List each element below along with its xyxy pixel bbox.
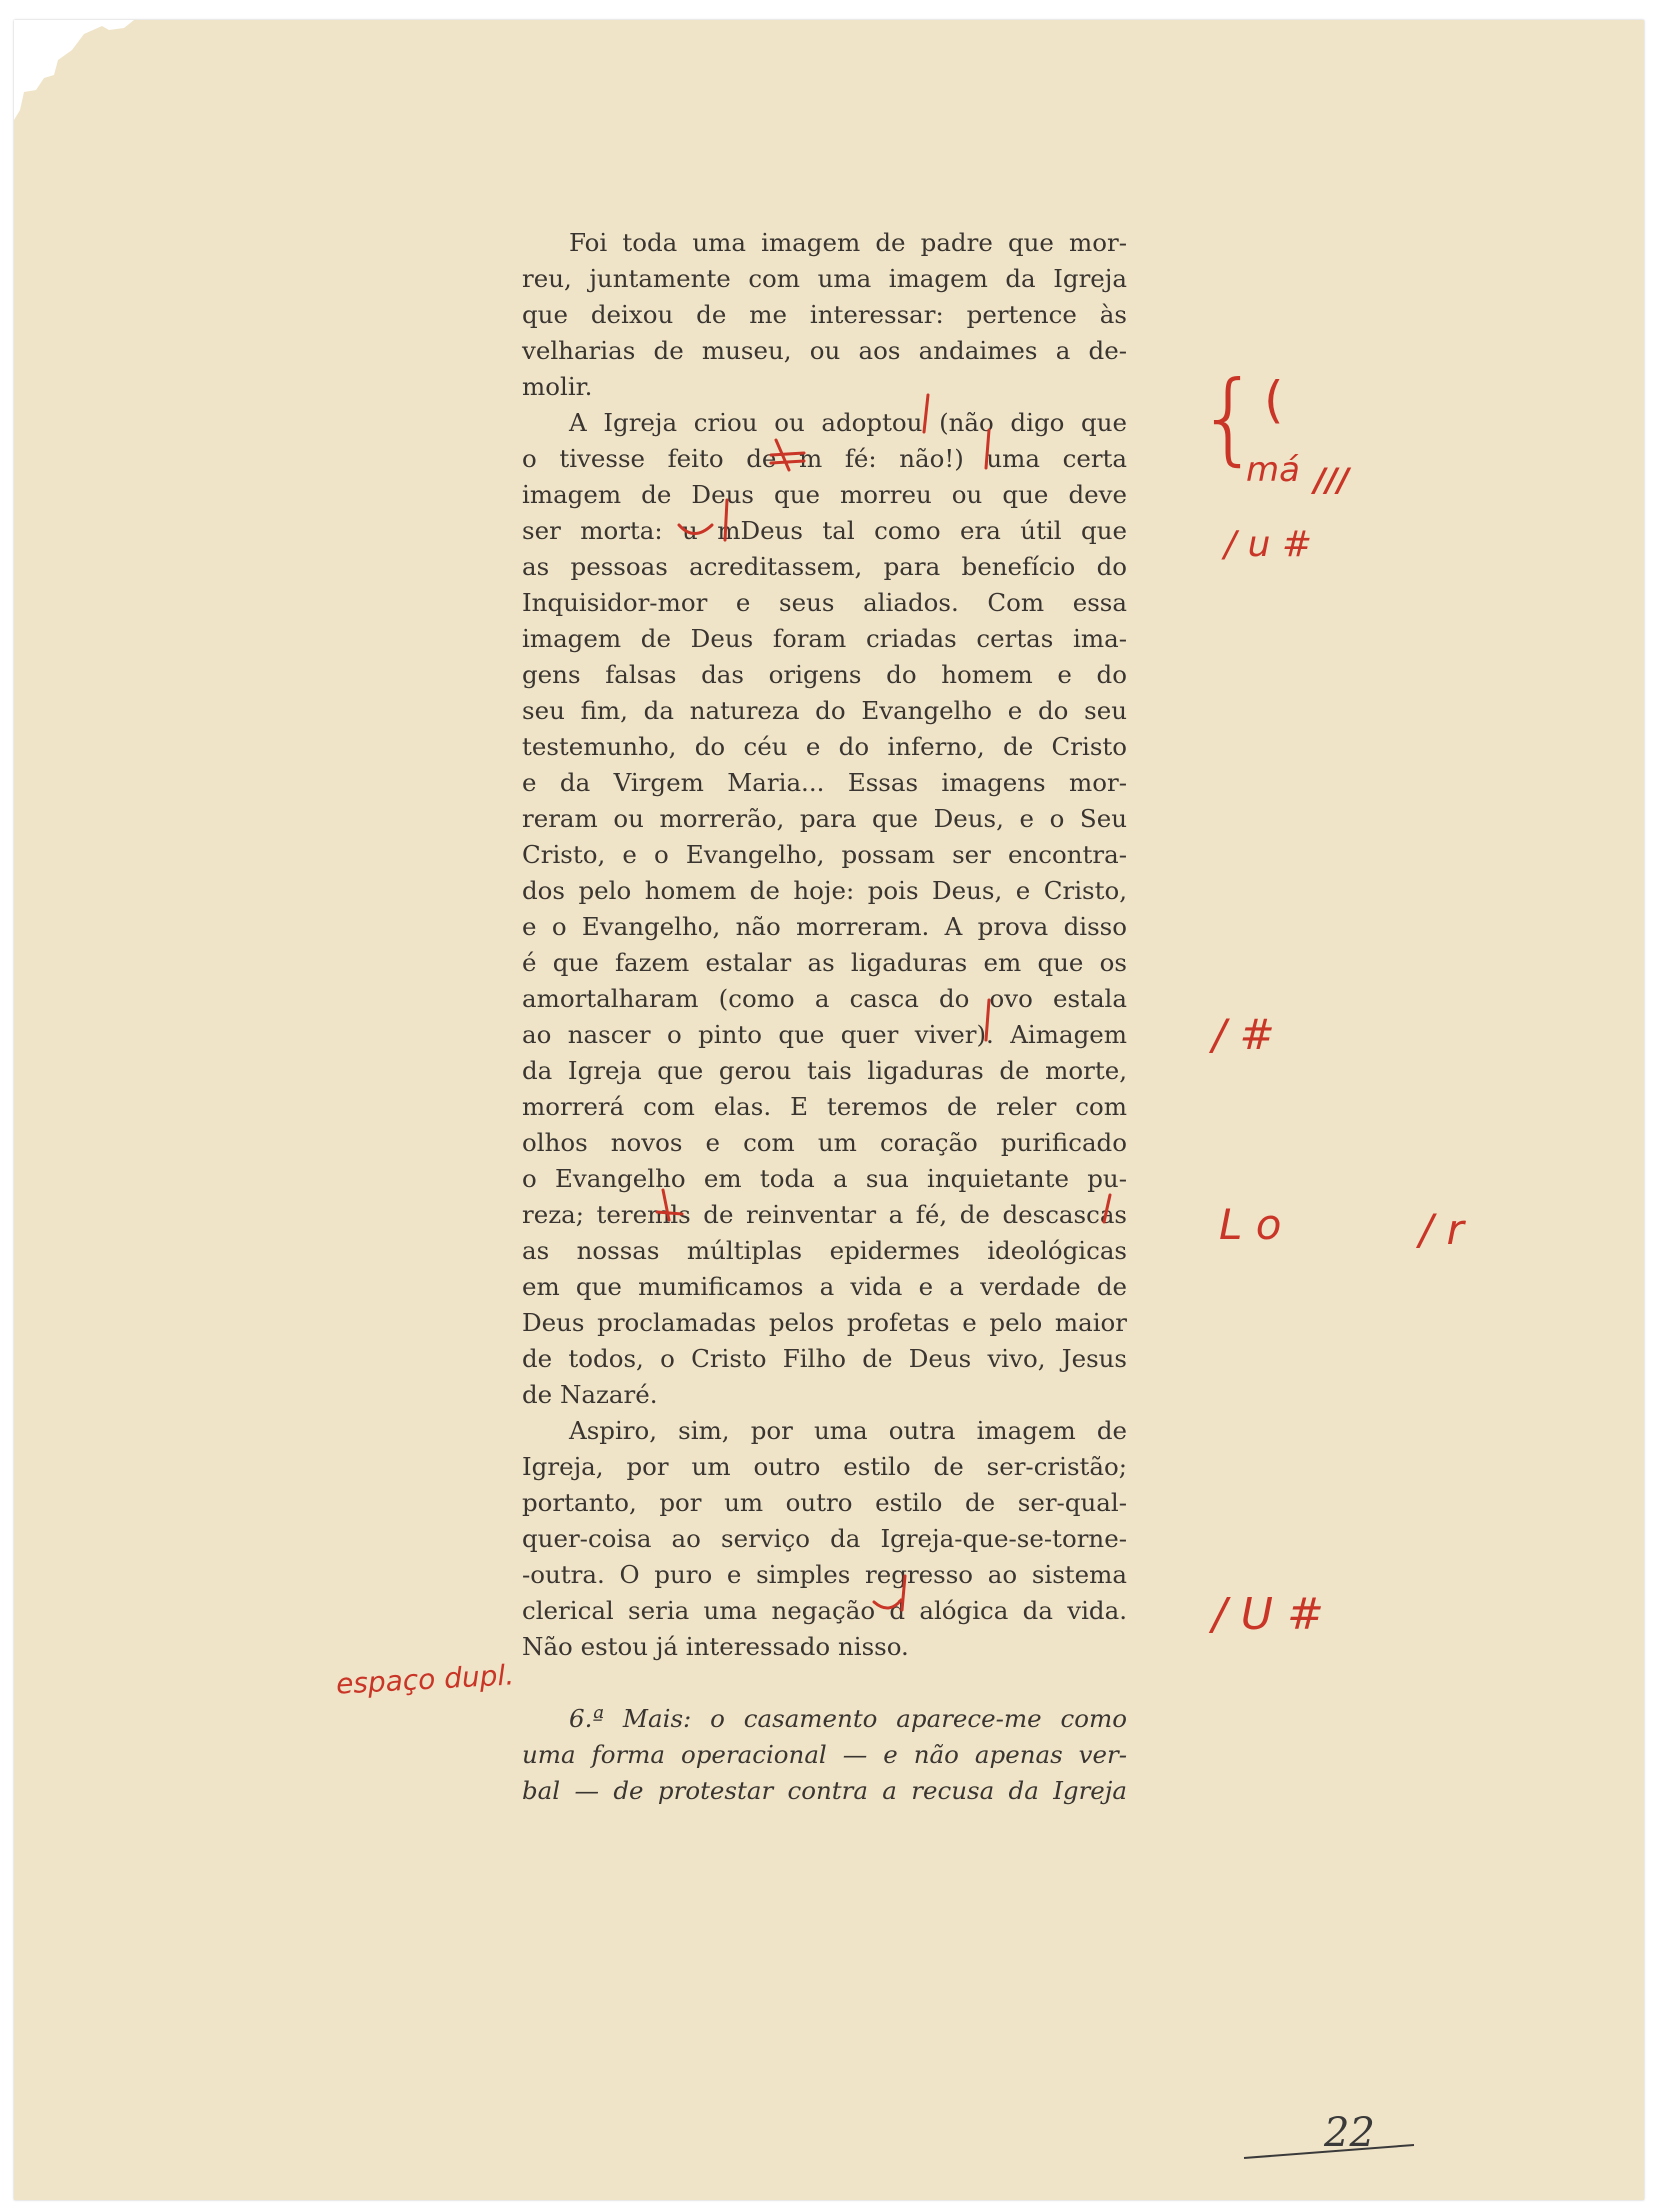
- text-line: -outra. O puro e simples regresso ao sistema: [522, 1560, 1127, 1589]
- text-line: Deus proclamadas pelos profetas e pelo maior: [522, 1308, 1127, 1337]
- margin-mark-u-hash-2: / U #: [1212, 1589, 1324, 1640]
- text-line: dos pelo homem de hoje: pois Deus, e Cristo,: [522, 876, 1127, 905]
- text-line: A Igreja criou ou adoptou (não digo que: [569, 408, 1127, 437]
- text-line: reram ou morrerão, para que Deus, e o Seu: [522, 804, 1127, 833]
- text-line: testemunho, do céu e do inferno, de Cristo: [522, 732, 1127, 761]
- page-number-underline: [14, 20, 1644, 2200]
- text-line: as pessoas acreditassem, para benefício do: [522, 552, 1127, 581]
- text-line: portanto, por um outro estilo de ser-qual-: [522, 1488, 1127, 1517]
- text-line: reza; teremls de reinventar a fé, de descascas: [522, 1200, 1127, 1229]
- text-line: em que mumificamos a vida e a verdade de: [522, 1272, 1127, 1301]
- text-line: Não estou já interessado nisso.: [522, 1632, 909, 1661]
- text-line: o Evangelho em toda a sua inquietante pu-: [522, 1164, 1127, 1193]
- text-line: e o Evangelho, não morreram. A prova disso: [522, 912, 1127, 941]
- text-line: de Nazaré.: [522, 1380, 658, 1409]
- text-line: da Igreja que gerou tais ligaduras de morte,: [522, 1056, 1127, 1085]
- text-line: clerical seria uma negação d alógica da vida.: [522, 1596, 1127, 1625]
- margin-mark-u-hash: / u #: [1224, 524, 1312, 565]
- text-line: quer-coisa ao serviço da Igreja-que-se-torne-: [522, 1524, 1127, 1553]
- text-line: morrerá com elas. E teremos de reler com: [522, 1092, 1127, 1121]
- text-line: Igreja, por um outro estilo de ser-cristão;: [522, 1452, 1127, 1481]
- margin-mark-lo: L o: [1219, 1200, 1282, 1249]
- text-line: de todos, o Cristo Filho de Deus vivo, Jesus: [522, 1344, 1127, 1373]
- text-line: imagem de Deus que morreu ou que deve: [522, 480, 1127, 509]
- text-line: Inquisidor-mor e seus aliados. Com essa: [522, 588, 1127, 617]
- margin-mark-r: / r: [1419, 1205, 1464, 1254]
- text-line: reu, juntamente com uma imagem da Igreja: [522, 264, 1127, 293]
- text-line: amortalharam (como a casca do ovo estala: [522, 984, 1127, 1013]
- margin-mark-hash: / #: [1212, 1010, 1275, 1059]
- text-line: velharias de museu, ou aos andaimes a de-: [522, 336, 1127, 365]
- margin-bracket: {: [1197, 359, 1261, 476]
- text-line: ao nascer o pinto que quer viver). Aimagem: [522, 1020, 1127, 1049]
- text-line: e da Virgem Maria... Essas imagens mor-: [522, 768, 1127, 797]
- text-line: Aspiro, sim, por uma outra imagem de: [569, 1416, 1127, 1445]
- text-line: imagem de Deus foram criadas certas ima-: [522, 624, 1127, 653]
- text-line: Cristo, e o Evangelho, possam ser encontra-: [522, 840, 1127, 869]
- text-line: seu fim, da natureza do Evangelho e do seu: [522, 696, 1127, 725]
- text-line: que deixou de me interessar: pertence às: [522, 300, 1127, 329]
- text-line: bal — de protestar contra a recusa da Igreja: [522, 1776, 1127, 1805]
- text-line: o tivesse feito de m fé: não!) uma certa: [522, 444, 1127, 473]
- text-line: 6.ª Mais: o casamento aparece-me como: [569, 1704, 1127, 1733]
- text-line: Foi toda uma imagem de padre que mor-: [569, 228, 1127, 257]
- margin-strike: ///: [1314, 461, 1350, 499]
- margin-espaco-duplo: espaço dupl.: [335, 1658, 515, 1701]
- text-line: molir.: [522, 372, 593, 401]
- text-line: é que fazem estalar as ligaduras em que os: [522, 948, 1127, 977]
- text-line: as nossas múltiplas epidermes ideológicas: [522, 1236, 1127, 1265]
- text-line: gens falsas das origens do homem e do: [522, 660, 1127, 689]
- page-number: 22: [1324, 2110, 1375, 2156]
- text-line: olhos novos e com um coração purificado: [522, 1128, 1127, 1157]
- margin-c-mark: (: [1264, 371, 1284, 429]
- text-line: uma forma operacional — e não apenas ver-: [522, 1740, 1127, 1769]
- paper-page: [14, 20, 1644, 2200]
- margin-ma: má: [1246, 450, 1300, 490]
- text-line: ser morta: u mDeus tal como era útil que: [522, 516, 1127, 545]
